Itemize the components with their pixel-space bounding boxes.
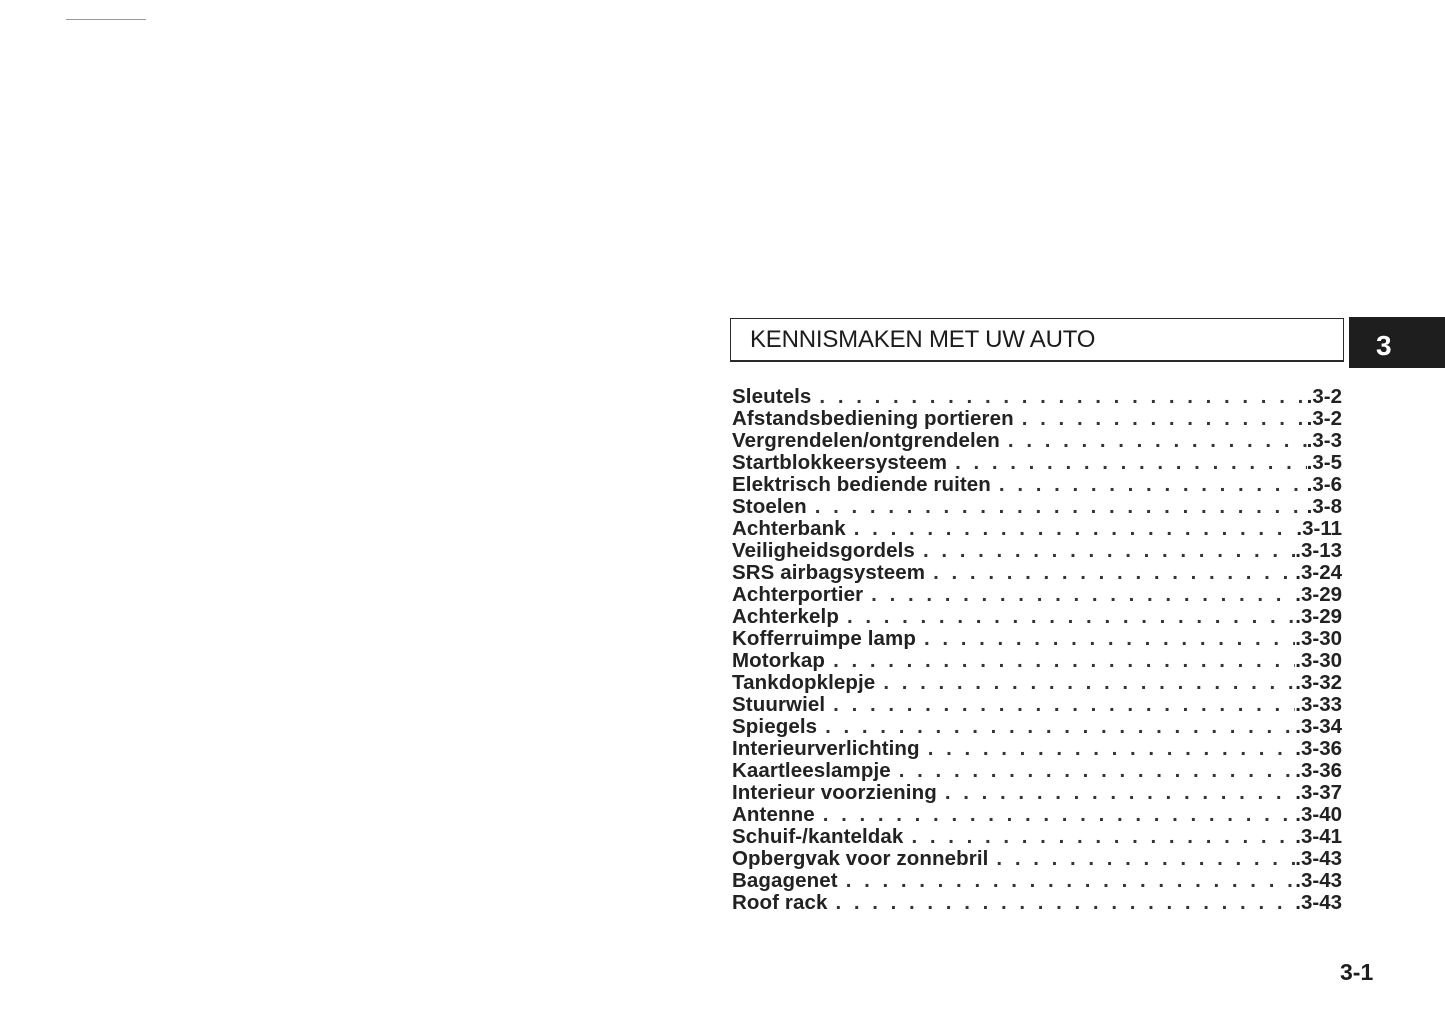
toc-entry-page: .3-40 bbox=[1295, 804, 1342, 826]
dot-leader bbox=[924, 628, 1295, 650]
toc-entry[interactable] bbox=[732, 848, 1342, 870]
dot-leader bbox=[999, 474, 1307, 496]
dot-leader bbox=[928, 738, 1296, 760]
table-of-contents bbox=[732, 386, 1342, 914]
section-title: KENNISMAKEN MET UW AUTO bbox=[750, 325, 1096, 353]
toc-entry-page: .3-30 bbox=[1295, 650, 1342, 672]
toc-entry[interactable] bbox=[732, 628, 1342, 650]
dot-leader bbox=[933, 562, 1295, 584]
toc-entry[interactable] bbox=[732, 562, 1342, 584]
dot-leader bbox=[996, 848, 1295, 870]
toc-entry-label: Sleutels bbox=[732, 386, 812, 408]
toc-entry-page: .3-41 bbox=[1295, 826, 1342, 848]
dot-leader bbox=[825, 716, 1295, 738]
toc-entry[interactable] bbox=[732, 606, 1342, 628]
toc-entry-label: Interieur voorziening bbox=[732, 782, 937, 804]
toc-entry-label: Roof rack bbox=[732, 892, 828, 914]
toc-entry-label: Vergrendelen/ontgrendelen bbox=[732, 430, 1000, 452]
dot-leader bbox=[833, 650, 1295, 672]
toc-entry-page: .3-43 bbox=[1295, 848, 1342, 870]
toc-entry[interactable] bbox=[732, 496, 1342, 518]
toc-entry[interactable] bbox=[732, 584, 1342, 606]
toc-entry-label: Veiligheidsgordels bbox=[732, 540, 915, 562]
toc-entry-label: Bagagenet bbox=[732, 870, 838, 892]
toc-entry[interactable] bbox=[732, 826, 1342, 848]
toc-entry-label: Tankdopklepje bbox=[732, 672, 876, 694]
dot-leader bbox=[1008, 430, 1307, 452]
toc-entry[interactable] bbox=[732, 386, 1342, 408]
toc-entry-label: Opbergvak voor zonnebril bbox=[732, 848, 989, 870]
toc-entry[interactable] bbox=[732, 694, 1342, 716]
toc-entry-label: Startblokkeersysteem bbox=[732, 452, 948, 474]
toc-entry-page: .3-37 bbox=[1295, 782, 1342, 804]
dot-leader bbox=[854, 518, 1297, 540]
dot-leader bbox=[847, 606, 1295, 628]
toc-entry-label: Spiegels bbox=[732, 716, 818, 738]
toc-entry-page: .3-36 bbox=[1295, 738, 1342, 760]
toc-entry-label: Stuurwiel bbox=[732, 694, 826, 716]
dot-leader bbox=[955, 452, 1307, 474]
toc-entry-label: Achterportier bbox=[732, 584, 864, 606]
toc-entry-page: .3-6 bbox=[1306, 474, 1342, 496]
toc-entry[interactable] bbox=[732, 518, 1342, 540]
toc-entry-label: SRS airbagsysteem bbox=[732, 562, 926, 584]
toc-entry-page: .3-36 bbox=[1295, 760, 1342, 782]
toc-entry-label: Kaartleeslampje bbox=[732, 760, 891, 782]
dot-leader bbox=[823, 804, 1296, 826]
toc-entry-label: Schuif-/kanteldak bbox=[732, 826, 904, 848]
toc-entry[interactable] bbox=[732, 716, 1342, 738]
toc-entry-page: .3-30 bbox=[1295, 628, 1342, 650]
toc-entry-page: .3-24 bbox=[1295, 562, 1342, 584]
toc-entry[interactable] bbox=[732, 870, 1342, 892]
toc-entry[interactable] bbox=[732, 408, 1342, 430]
dot-leader bbox=[883, 672, 1295, 694]
dot-leader bbox=[833, 694, 1295, 716]
toc-entry-page: .3-32 bbox=[1295, 672, 1342, 694]
toc-entry[interactable] bbox=[732, 540, 1342, 562]
toc-entry-page: .3-5 bbox=[1306, 452, 1342, 474]
chapter-number: 3 bbox=[1376, 329, 1392, 361]
toc-entry-label: Antenne bbox=[732, 804, 815, 826]
toc-entry-label: Stoelen bbox=[732, 496, 807, 518]
toc-entry[interactable] bbox=[732, 474, 1342, 496]
toc-entry-page: .3-43 bbox=[1295, 892, 1342, 914]
toc-entry[interactable] bbox=[732, 782, 1342, 804]
page-number: 3-1 bbox=[1340, 959, 1374, 985]
toc-entry[interactable] bbox=[732, 430, 1342, 452]
toc-entry-page: .3-43 bbox=[1295, 870, 1342, 892]
toc-entry-page: .3-34 bbox=[1295, 716, 1342, 738]
dot-leader bbox=[871, 584, 1295, 606]
dot-leader bbox=[945, 782, 1295, 804]
toc-entry-label: Interieurverlichting bbox=[732, 738, 920, 760]
dot-leader bbox=[923, 540, 1295, 562]
toc-entry-label: Achterbank bbox=[732, 518, 846, 540]
dot-leader bbox=[1022, 408, 1307, 430]
toc-entry[interactable] bbox=[732, 738, 1342, 760]
dot-leader bbox=[819, 386, 1306, 408]
toc-entry-label: Achterkelp bbox=[732, 606, 839, 628]
chapter-tab bbox=[1349, 317, 1445, 368]
toc-entry-label: Motorkap bbox=[732, 650, 826, 672]
toc-entry[interactable] bbox=[732, 892, 1342, 914]
dot-leader bbox=[815, 496, 1307, 518]
toc-entry-label: Elektrisch bediende ruiten bbox=[732, 474, 991, 496]
toc-entry-page: .3-33 bbox=[1295, 694, 1342, 716]
top-rule bbox=[66, 19, 146, 20]
toc-entry-page: .3-29 bbox=[1295, 584, 1342, 606]
toc-entry-label: Kofferruimpe lamp bbox=[732, 628, 916, 650]
toc-entry-page: .3-13 bbox=[1295, 540, 1342, 562]
toc-entry[interactable] bbox=[732, 804, 1342, 826]
toc-entry-page: .3-29 bbox=[1295, 606, 1342, 628]
toc-entry-page: .3-2 bbox=[1306, 408, 1342, 430]
toc-entry[interactable] bbox=[732, 452, 1342, 474]
toc-entry-page: .3-2 bbox=[1306, 386, 1342, 408]
dot-leader bbox=[899, 760, 1296, 782]
toc-entry-label: Afstandsbediening portieren bbox=[732, 408, 1014, 430]
toc-entry[interactable] bbox=[732, 672, 1342, 694]
dot-leader bbox=[911, 826, 1295, 848]
section-title-box bbox=[730, 318, 1344, 362]
dot-leader bbox=[846, 870, 1296, 892]
dot-leader bbox=[835, 892, 1295, 914]
toc-entry-page: .3-11 bbox=[1296, 518, 1342, 540]
toc-entry-page: .3-3 bbox=[1306, 430, 1342, 452]
toc-entry[interactable] bbox=[732, 760, 1342, 782]
toc-entry-page: .3-8 bbox=[1306, 496, 1342, 518]
toc-entry[interactable] bbox=[732, 650, 1342, 672]
